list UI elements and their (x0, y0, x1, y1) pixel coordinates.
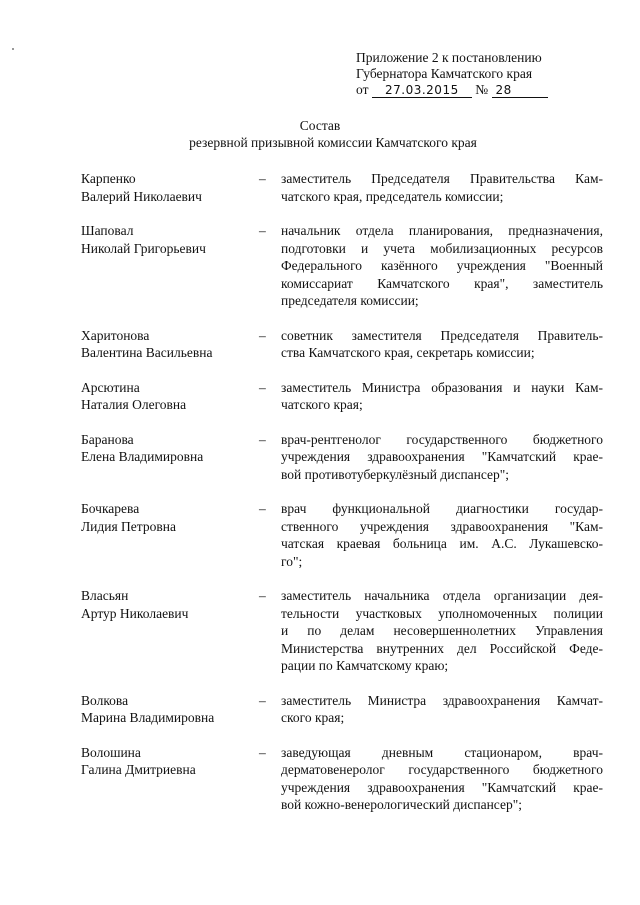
member-given-name: Николай Григорьевич (81, 240, 206, 256)
member-name (81, 431, 259, 466)
dash-separator: – (259, 223, 266, 238)
member-given-name: Марина Владимировна (81, 710, 215, 725)
member-role (281, 692, 603, 727)
role-line: врач функциональной диагностики государ- (281, 501, 603, 516)
member-name (81, 379, 259, 414)
role-line: заместитель Министра образования и науки Кам- (281, 379, 603, 395)
role-line: тельности участковых уполномоченных полиции (281, 605, 603, 621)
dash-separator: – (259, 431, 266, 447)
role-line: ства Камчатского края, секретарь комиссии; (281, 345, 535, 360)
dash-separator: – (259, 171, 266, 186)
member-surname: Баранова (81, 431, 134, 447)
role-line: заместитель Председателя Правительства Кам- (281, 171, 603, 186)
member-surname: Арсютина (81, 379, 140, 395)
role-line: чатского края, председатель комиссии; (281, 188, 504, 204)
scan-speck (12, 48, 14, 50)
resolution-date: 27.03.2015 (372, 83, 472, 98)
role-line: ского края; (281, 710, 345, 725)
dash-separator: – (259, 327, 266, 343)
dash-separator: – (259, 588, 266, 603)
role-line: подготовки и учета мобилизационных ресурсов (281, 240, 603, 256)
member-given-name: Валерий Николаевич (81, 188, 202, 204)
resolution-number: 28 (492, 83, 548, 98)
role-line: врач-рентгенолог государственного бюджетного (281, 431, 603, 447)
list-item (81, 327, 603, 362)
member-surname: Власьян (81, 588, 129, 603)
appendix-block (356, 50, 606, 98)
member-role (281, 222, 603, 310)
dash-separator: – (259, 744, 266, 760)
appendix-line-2: Губернатора Камчатского края (356, 66, 533, 81)
member-role (281, 500, 603, 570)
member-surname: Волошина (81, 744, 141, 760)
member-surname: Волкова (81, 692, 129, 708)
role-line: го"; (281, 553, 303, 569)
dash-separator: – (259, 692, 266, 708)
dash-separator: – (259, 501, 266, 516)
member-name (81, 744, 259, 779)
member-name (81, 692, 259, 727)
member-given-name: Артур Николаевич (81, 605, 189, 621)
member-name (81, 222, 259, 257)
member-given-name: Наталия Олеговна (81, 397, 187, 412)
heading-subtitle: резервной призывной комиссии Камчатского края (189, 135, 477, 150)
role-line: учреждения здравоохранения "Камчатский крае- (281, 779, 603, 795)
role-line: начальник отдела планирования, предназначения, (281, 223, 603, 238)
appendix-date-line (356, 82, 606, 98)
role-line: Министерства внутренних дел Российской Феде- (281, 640, 603, 656)
member-surname: Шаповал (81, 223, 134, 238)
list-item (81, 431, 603, 484)
role-line: советник заместителя Председателя Правитель- (281, 327, 603, 343)
member-list (81, 170, 603, 814)
appendix-line-1: Приложение 2 к постановлению (356, 50, 542, 65)
member-given-name: Елена Владимировна (81, 449, 204, 464)
member-role (281, 379, 603, 414)
member-given-name: Валентина Васильевна (81, 345, 213, 360)
role-line: дерматовенеролог государственного бюджетного (281, 762, 603, 777)
document-heading (0, 117, 640, 151)
member-name (81, 170, 259, 205)
role-line: заведующая дневным стационаром, врач- (281, 744, 603, 760)
list-item (81, 587, 603, 675)
member-given-name: Галина Дмитриевна (81, 762, 196, 777)
member-surname: Харитонова (81, 327, 150, 343)
role-line: чатского края; (281, 397, 363, 412)
member-surname: Бочкарева (81, 501, 140, 516)
dash-separator: – (259, 379, 266, 395)
list-item (81, 744, 603, 814)
number-label: № (475, 82, 489, 97)
from-label: от (356, 82, 369, 97)
list-item (81, 170, 603, 205)
member-surname: Карпенко (81, 171, 136, 186)
role-line: ственного учреждения здравоохранения "Кам- (281, 518, 603, 534)
member-name (81, 327, 259, 362)
member-role (281, 431, 603, 484)
member-given-name: Лидия Петровна (81, 518, 176, 534)
member-role (281, 170, 603, 205)
list-item (81, 692, 603, 727)
heading-title: Состав (299, 118, 341, 133)
role-line: заместитель начальника отдела организации дея- (281, 588, 603, 603)
member-name (81, 587, 259, 622)
role-line: чатская краевая больница им. А.С. Лукашевско- (281, 536, 603, 551)
role-line: вой кожно-венерологический диспансер"; (281, 797, 522, 812)
list-item (81, 379, 603, 414)
member-role (281, 587, 603, 675)
role-line: комиссариат Камчатского края", заместитель (281, 275, 603, 291)
role-line: рации по Камчатскому краю; (281, 658, 449, 673)
list-item (81, 500, 603, 570)
role-line: учреждения здравоохранения "Камчатский крае- (281, 449, 603, 464)
role-line: заместитель Министра здравоохранения Камчат- (281, 692, 603, 708)
member-role (281, 744, 603, 814)
member-role (281, 327, 603, 362)
role-line: Федерального казённого учреждения "Военный (281, 258, 603, 273)
role-line: председателя комиссии; (281, 293, 419, 308)
role-line: вой противотуберкулёзный диспансер"; (281, 466, 510, 482)
list-item (81, 222, 603, 310)
member-name (81, 500, 259, 535)
role-line: и по делам несовершеннолетних Управления (281, 623, 603, 638)
